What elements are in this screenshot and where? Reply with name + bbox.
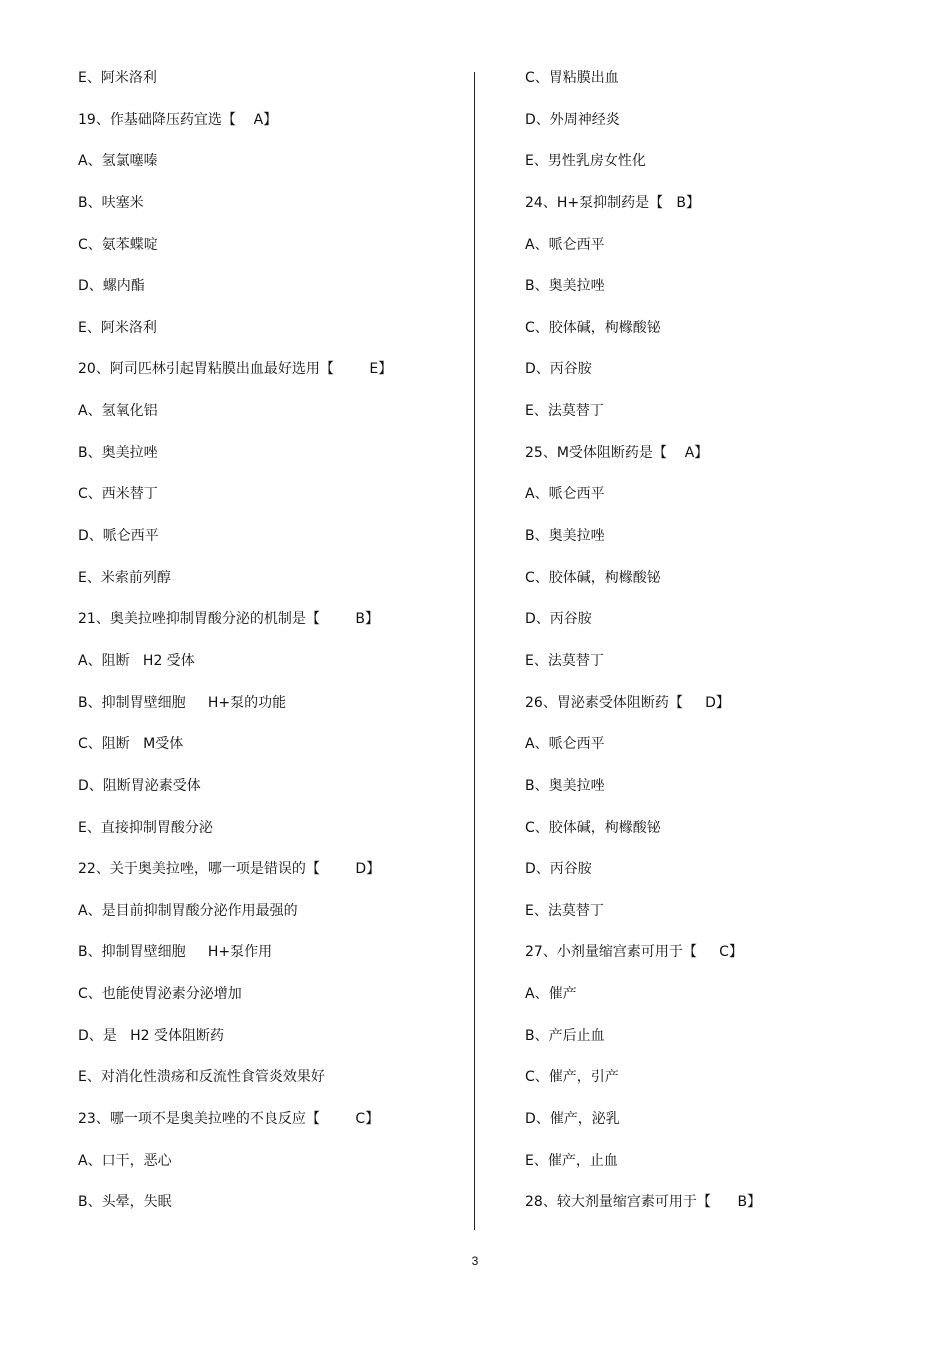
text-line: D、丙谷胺 bbox=[525, 361, 592, 378]
text-line: 27、小剂量缩宫素可用于【 C】 bbox=[525, 944, 743, 961]
text-line: D、哌仑西平 bbox=[78, 528, 159, 545]
left-column bbox=[78, 68, 458, 1234]
text-line: D、是 H2 受体阻断药 bbox=[78, 1027, 225, 1044]
text-line: 21、奥美拉唑抑制胃酸分泌的机制是【 B】 bbox=[78, 611, 380, 628]
text-line: B、奥美拉唑 bbox=[525, 528, 605, 545]
text-line: C、西米替丁 bbox=[78, 486, 158, 503]
text-line: 28、较大剂量缩宫素可用于【 B】 bbox=[525, 1194, 762, 1211]
text-line: C、催产，引产 bbox=[525, 1069, 619, 1086]
text-line: B、呋塞米 bbox=[78, 194, 144, 211]
text-line: E、直接抑制胃酸分泌 bbox=[78, 819, 213, 836]
text-line: 22、关于奥美拉唑，哪一项是错误的【 D】 bbox=[78, 861, 381, 878]
text-line: E、男性乳房女性化 bbox=[525, 153, 646, 170]
column-divider bbox=[474, 72, 475, 1230]
text-line: 20、阿司匹林引起胃粘膜出血最好选用【 E】 bbox=[78, 361, 393, 378]
text-line: B、抑制胃壁细胞 H+泵的功能 bbox=[78, 694, 287, 711]
text-line: A、口干，恶心 bbox=[78, 1152, 172, 1169]
text-line: A、氢氯噻嗪 bbox=[78, 153, 158, 170]
text-line: D、丙谷胺 bbox=[525, 611, 592, 628]
text-line: B、奥美拉唑 bbox=[525, 777, 605, 794]
text-line: A、哌仑西平 bbox=[525, 236, 605, 253]
text-line: B、抑制胃壁细胞 H+泵作用 bbox=[78, 944, 273, 961]
text-line: D、阻断胃泌素受体 bbox=[78, 777, 201, 794]
text-line: A、哌仑西平 bbox=[525, 736, 605, 753]
text-line: E、米索前列醇 bbox=[78, 569, 171, 586]
text-line: E、阿米洛利 bbox=[78, 70, 157, 86]
text-line: 25、M受体阻断药是【 A】 bbox=[525, 444, 709, 461]
text-line: B、奥美拉唑 bbox=[525, 278, 605, 295]
text-line: B、产后止血 bbox=[525, 1027, 605, 1044]
text-line: C、也能使胃泌素分泌增加 bbox=[78, 986, 242, 1003]
text-line: D、外周神经炎 bbox=[525, 111, 620, 128]
text-line: B、奥美拉唑 bbox=[78, 444, 158, 461]
text-line: A、是目前抑制胃酸分泌作用最强的 bbox=[78, 902, 298, 919]
text-line: B、头晕，失眠 bbox=[78, 1194, 172, 1211]
text-line: C、阻断 M受体 bbox=[78, 736, 184, 753]
text-line: C、胶体碱，枸橼酸铋 bbox=[525, 819, 661, 836]
text-line: C、氨苯蝶啶 bbox=[78, 236, 158, 253]
text-line: A、阻断 H2 受体 bbox=[78, 652, 195, 669]
text-line: D、螺内酯 bbox=[78, 278, 145, 295]
right-column bbox=[525, 68, 905, 1234]
text-line: 24、H+泵抑制药是【 B】 bbox=[525, 194, 701, 211]
text-line: 26、胃泌素受体阻断药【 D】 bbox=[525, 694, 730, 711]
text-line: C、胶体碱，枸橼酸铋 bbox=[525, 319, 661, 336]
text-line: A、哌仑西平 bbox=[525, 486, 605, 503]
text-line: C、胃粘膜出血 bbox=[525, 70, 619, 86]
text-line: E、法莫替丁 bbox=[525, 902, 604, 919]
text-line: 23、哪一项不是奥美拉唑的不良反应【 C】 bbox=[78, 1111, 380, 1128]
text-line: C、胶体碱，枸橼酸铋 bbox=[525, 569, 661, 586]
text-line: D、丙谷胺 bbox=[525, 861, 592, 878]
text-line: A、氢氧化铝 bbox=[78, 403, 158, 420]
text-line: A、催产 bbox=[525, 986, 577, 1003]
text-line: E、法莫替丁 bbox=[525, 403, 604, 420]
text-line: E、法莫替丁 bbox=[525, 652, 604, 669]
text-line: 19、作基础降压药宜选【 A】 bbox=[78, 111, 278, 128]
text-line: D、催产，泌乳 bbox=[525, 1111, 620, 1128]
text-line: E、对消化性溃疡和反流性食管炎效果好 bbox=[78, 1069, 325, 1086]
text-line: E、催产，止血 bbox=[525, 1152, 618, 1169]
text-line: E、阿米洛利 bbox=[78, 319, 157, 336]
page-number: 3 bbox=[471, 1254, 479, 1268]
